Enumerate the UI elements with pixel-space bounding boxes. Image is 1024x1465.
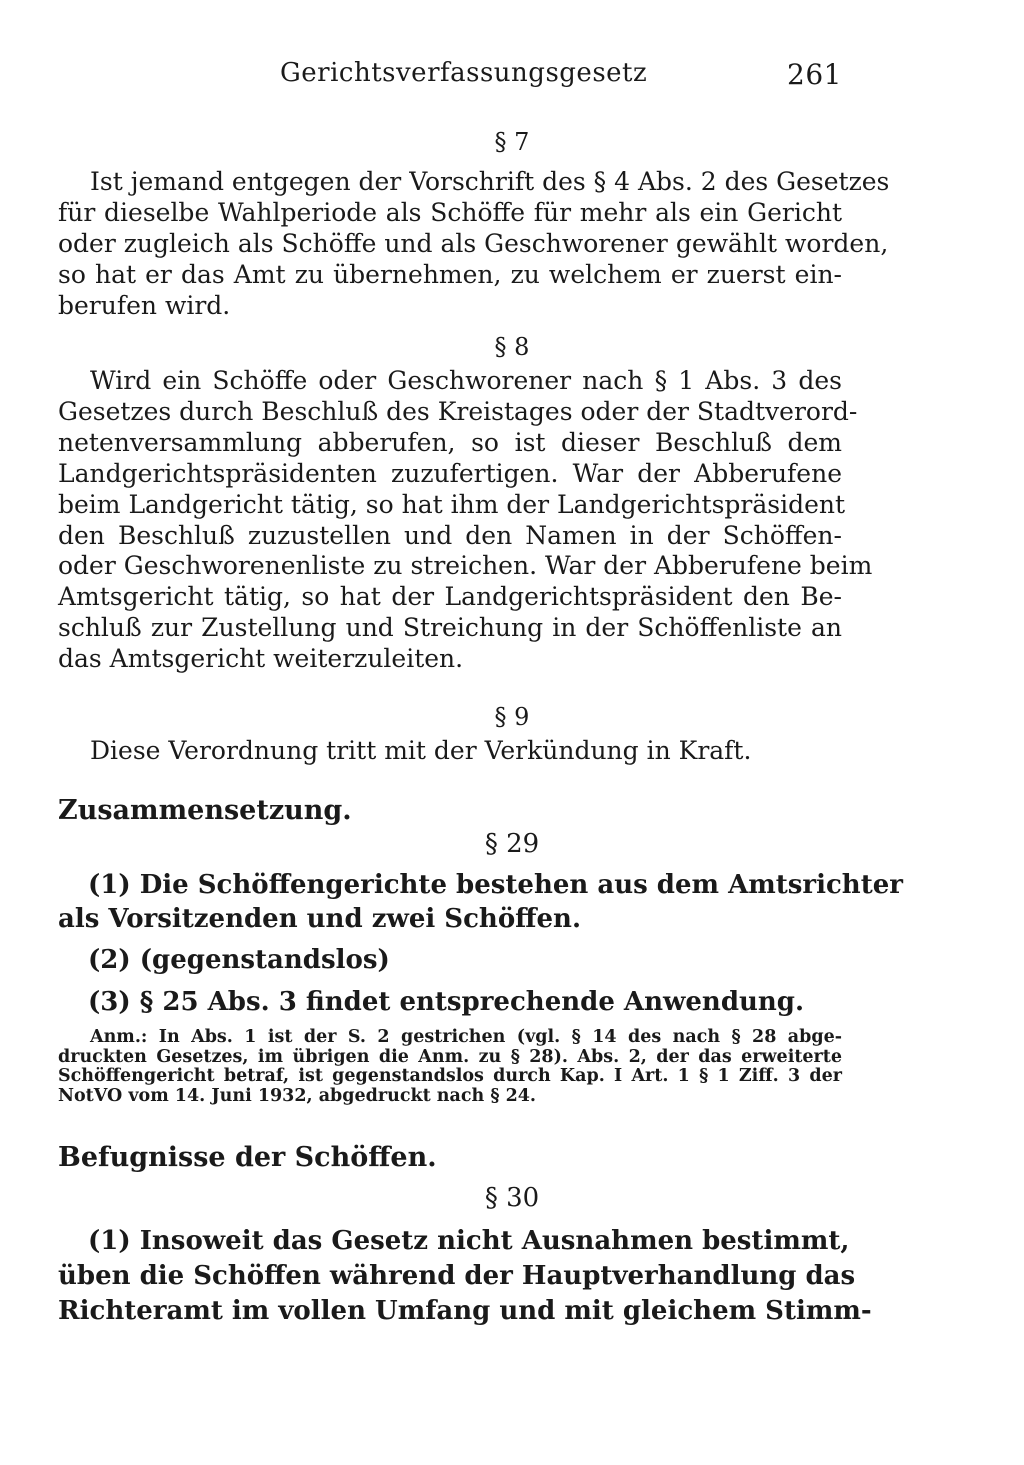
section-29-paragraph-3 [58, 986, 842, 1020]
text-line: schluß zur Zustellung und Streichung in der Schöffenliste an [58, 613, 842, 643]
section-29-label: § 29 [484, 829, 540, 859]
section-30-paragraph-1 [58, 1224, 872, 1329]
text-line: Amtsgericht tätig, so hat der Landgerichtspräsident den Be- [58, 582, 842, 612]
text-line: (3) § 25 Abs. 3 findet entsprechende Anwendung. [88, 987, 805, 1017]
text-line: Ist jemand entgegen der Vorschrift des § 4 Abs. 2 des Gesetzes [90, 167, 890, 196]
section-30-label: § 30 [484, 1183, 540, 1213]
note-label: Anm.: [90, 1027, 148, 1047]
note-line: Schöffengericht betraf, ist gegenstandslos durch Kap. I Art. 1 § 1 Ziff. 3 der [58, 1066, 842, 1087]
note-line: druckten Gesetzes, im übrigen die Anm. zu § 28). Abs. 2, der das erweiterte [58, 1046, 842, 1067]
text-line: Wird ein Schöffe oder Geschworener nach § 1 Abs. 3 des [90, 366, 842, 395]
section-9-label: § 9 [494, 703, 530, 731]
text-line: Diese Verordnung tritt mit der Verkündung in Kraft. [90, 736, 752, 765]
section-8-text [58, 366, 873, 675]
section-7-text [58, 167, 890, 322]
text-line: Landgerichtspräsidenten zuzufertigen. War der Abberufene [58, 458, 842, 488]
section-29-note [58, 1028, 842, 1106]
page-number: 261 [787, 58, 842, 91]
text-line: beim Landgericht tätig, so hat ihm der Landgerichtspräsident [58, 489, 846, 519]
heading-befugnisse: Befugnisse der Schöffen. [58, 1142, 437, 1173]
text-line: Gesetzes durch Beschluß des Kreistages oder der Stadtverord- [58, 396, 858, 426]
note-line: NotVO vom 14. Juni 1932, abgedruckt nach § 24. [58, 1085, 537, 1106]
heading-zusammensetzung: Zusammensetzung. [58, 795, 352, 826]
section-7-label: § 7 [494, 128, 530, 156]
running-title: Gerichtsverfassungsgesetz [280, 58, 648, 88]
text-line: (1) Die Schöffengerichte bestehen aus dem Amtsrichter [88, 870, 903, 900]
text-line: oder zugleich als Schöffe und als Geschworener gewählt worden, [58, 228, 889, 258]
text-line: berufen wird. [58, 290, 231, 320]
text-line: als Vorsitzenden und zwei Schöffen. [58, 903, 581, 934]
text-line: üben die Schöffen während der Hauptverhandlung das [58, 1261, 856, 1291]
text-line: für dieselbe Wahlperiode als Schöffe für mehr als ein Gericht [58, 197, 842, 227]
section-29-paragraph-1 [58, 869, 903, 936]
text-line: oder Geschworenenliste zu streichen. War der Abberufene beim [58, 551, 873, 581]
section-9-text [58, 736, 842, 767]
note-text: In Abs. 1 ist der S. 2 gestrichen (vgl. § 14 des nach § 28 abge- [158, 1027, 842, 1047]
text-line: (2) (gegenstandslos) [88, 945, 390, 975]
text-line: netenversammlung abberufen, so ist dieser Beschluß dem [58, 427, 842, 457]
text-line: den Beschluß zuzustellen und den Namen in der Schöffen- [58, 520, 842, 550]
text-line: so hat er das Amt zu übernehmen, zu welchem er zuerst ein- [58, 259, 842, 289]
section-29-paragraph-2 [58, 944, 842, 978]
text-line: das Amtsgericht weiterzuleiten. [58, 644, 464, 674]
text-line: (1) Insoweit das Gesetz nicht Ausnahmen bestimmt, [88, 1226, 850, 1256]
text-line: Richteramt im vollen Umfang und mit gleichem Stimm- [58, 1296, 872, 1326]
section-8-label: § 8 [494, 333, 530, 361]
note-first-line [58, 1028, 842, 1048]
